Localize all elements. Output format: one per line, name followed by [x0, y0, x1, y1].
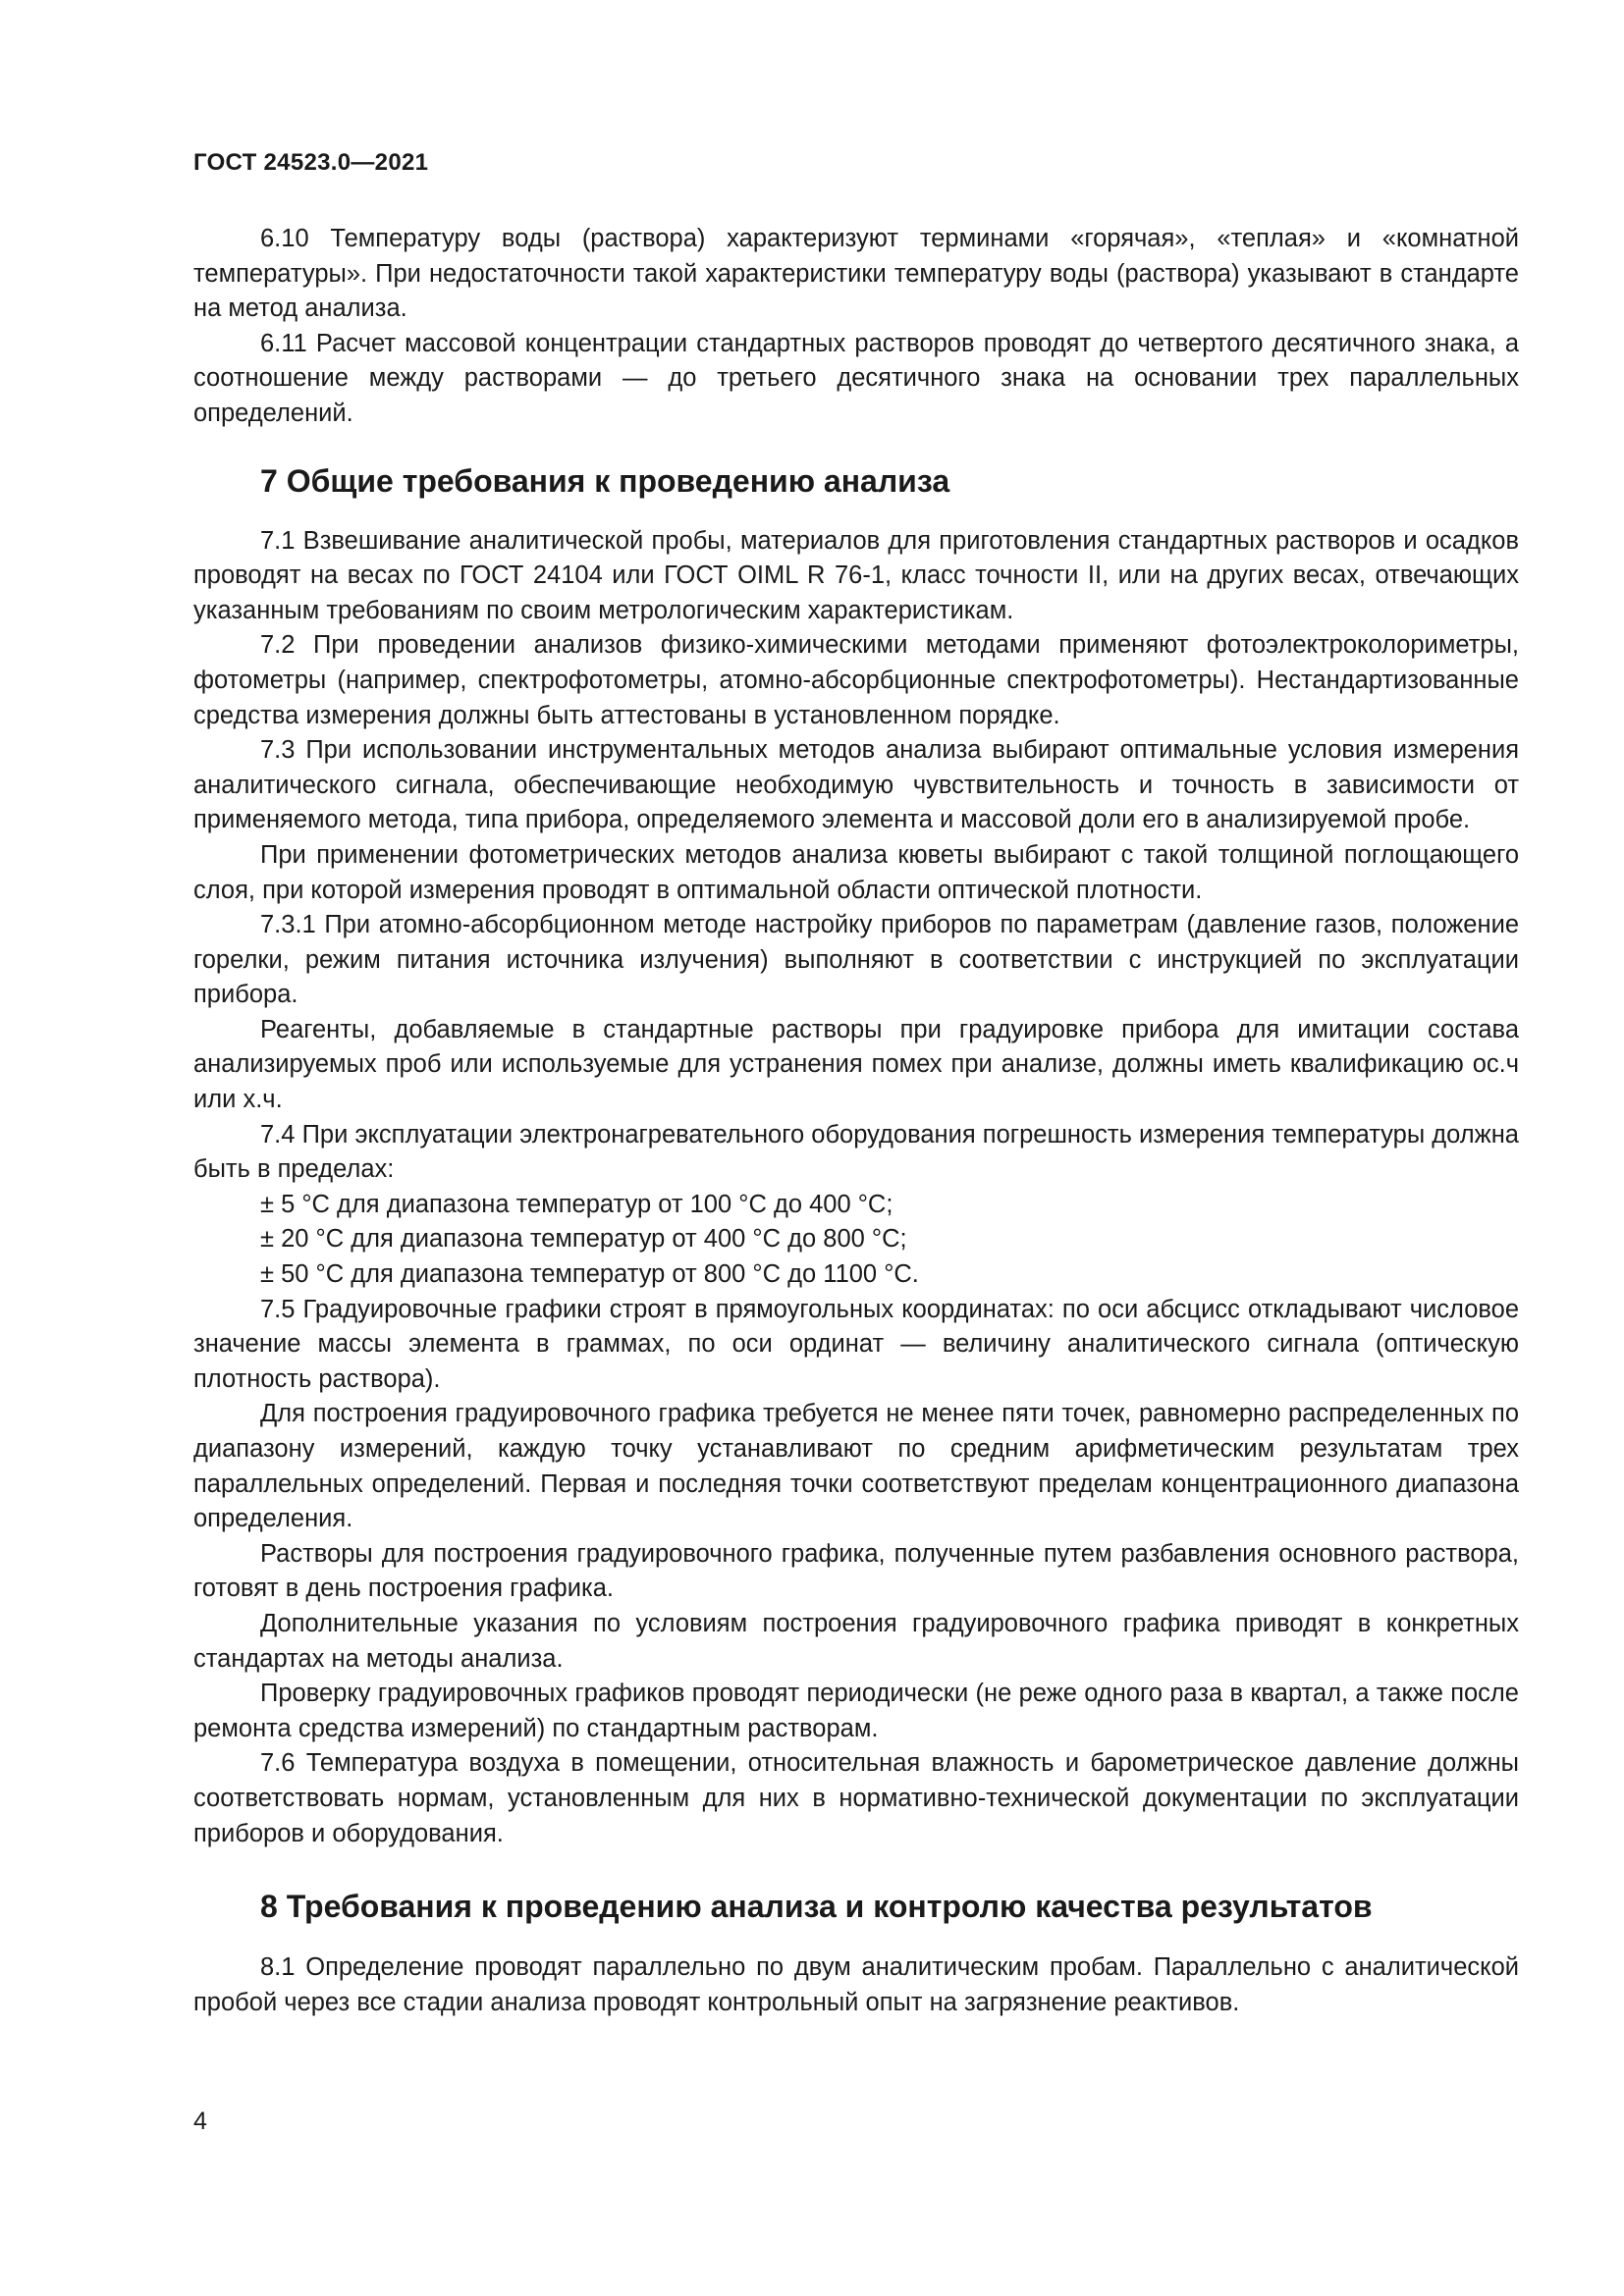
tolerance-line: ± 50 °С для диапазона температур от 800 °С до 1100 °С. [260, 1260, 919, 1289]
paragraph-7-3-1: 7.3.1 При атомно-абсорбционном методе настройку приборов по параметрам (давление газов, положение горелки, режим питания источника излучения) выполняют в соответствии с инструкцией по эксплуатации прибора. [193, 911, 1519, 1009]
paragraph-7-3: 7.3 При использовании инструментальных методов анализа выбирают оптимальные условия измерения аналитического сигнала, обеспечивающие необходимую чувствительность и точность в зависимости от применяемого метода, типа прибора, определяемого элемента и массовой доли его в анализируемой пробе. [193, 736, 1519, 834]
paragraph-7-5-points: Для построения градуировочного графика требуется не менее пяти точек, равномерно распределенных по диапазону измерений, каждую точку устанавливают по средним арифметическим результатам трех параллельных определений. Первая и последняя точки соответствуют пределам концентрационного диапазона определения. [193, 1400, 1519, 1533]
paragraph-7-2: 7.2 При проведении анализов физико-химическими методами применяют фотоэлектроколориметры, фотометры (например, спектрофотометры, атомно-абсорбционные спектрофотометры). Нестандартизованные средства измерения должны быть аттестованы в установленном порядке. [193, 631, 1519, 729]
page-number: 4 [193, 2108, 207, 2135]
paragraph-7-1: 7.1 Взвешивание аналитической пробы, материалов для приготовления стандартных растворов и осадков проводят на весах по ГОСТ 24104 или ГОСТ OIML R 76-1, класс точности II, или на других весах, отвечающих указанным требованиям по своим метрологическим характеристикам. [193, 526, 1519, 624]
section-8-heading: 8 Требования к проведению анализа и контролю качества результатов [260, 1889, 1373, 1925]
paragraph-7-5: 7.5 Градуировочные графики строят в прямоугольных координатах: по оси абсцисс откладывают числовое значение массы элемента в граммах, по оси ординат — величину аналитического сигнала (оптическую плотность раствора). [193, 1295, 1519, 1393]
paragraph-7-3-1-reagents: Реагенты, добавляемые в стандартные растворы при градуировке прибора для имитации состава анализируемых проб или используемые для устранения помех при анализе, должны иметь квалификацию ос.ч или х.ч. [193, 1015, 1519, 1114]
paragraph-6-10: 6.10 Температуру воды (раствора) характеризуют терминами «горячая», «теплая» и «комнатной температуры». При недостаточности такой характеристики температуру воды (раствора) указывают в стандарте на метод анализа. [193, 225, 1519, 323]
tolerance-line: ± 5 °С для диапазона температур от 100 °С до 400 °С; [260, 1190, 893, 1218]
document-body [193, 222, 1519, 2020]
paragraph-7-3-cuvettes: При применении фотометрических методов анализа кюветы выбирают с такой толщиной поглощающего слоя, при которой измерения проводят в оптимальной области оптической плотности. [193, 840, 1519, 904]
paragraph-6-11: 6.11 Расчет массовой концентрации стандартных растворов проводят до четвертого десятичного знака, а соотношение между растворами — до третьего десятичного знака на основании трех параллельных определений. [193, 329, 1519, 427]
paragraph-7-5-check: Проверку градуировочных графиков проводят периодически (не реже одного раза в квартал, а также после ремонта средства измерений) по стандартным растворам. [193, 1680, 1519, 1742]
standard-id-header: ГОСТ 24523.0—2021 [193, 149, 429, 176]
section-7-heading: 7 Общие требования к проведению анализа [260, 462, 950, 499]
paragraph-7-6: 7.6 Температура воздуха в помещении, относительная влажность и барометрическое давление должны соответствовать нормам, установленным для них в нормативно-технической документации по эксплуатации приборов и оборудования. [193, 1749, 1519, 1847]
paragraph-7-4: 7.4 При эксплуатации электронагревательного оборудования погрешность измерения температуры должна быть в пределах: [193, 1120, 1519, 1184]
paragraph-7-5-solutions: Растворы для построения градуировочного графика, полученные путем разбавления основного раствора, готовят в день построения графика. [193, 1539, 1519, 1603]
paragraph-8-1: 8.1 Определение проводят параллельно по двум аналитическим пробам. Параллельно с аналитической пробой через все стадии анализа проводят контрольный опыт на загрязнение реактивов. [193, 1953, 1519, 2016]
paragraph-7-5-additional: Дополнительные указания по условиям построения градуировочного графика приводят в конкретных стандартах на методы анализа. [193, 1609, 1519, 1673]
tolerance-line: ± 20 °С для диапазона температур от 400 °С до 800 °С; [260, 1225, 907, 1254]
